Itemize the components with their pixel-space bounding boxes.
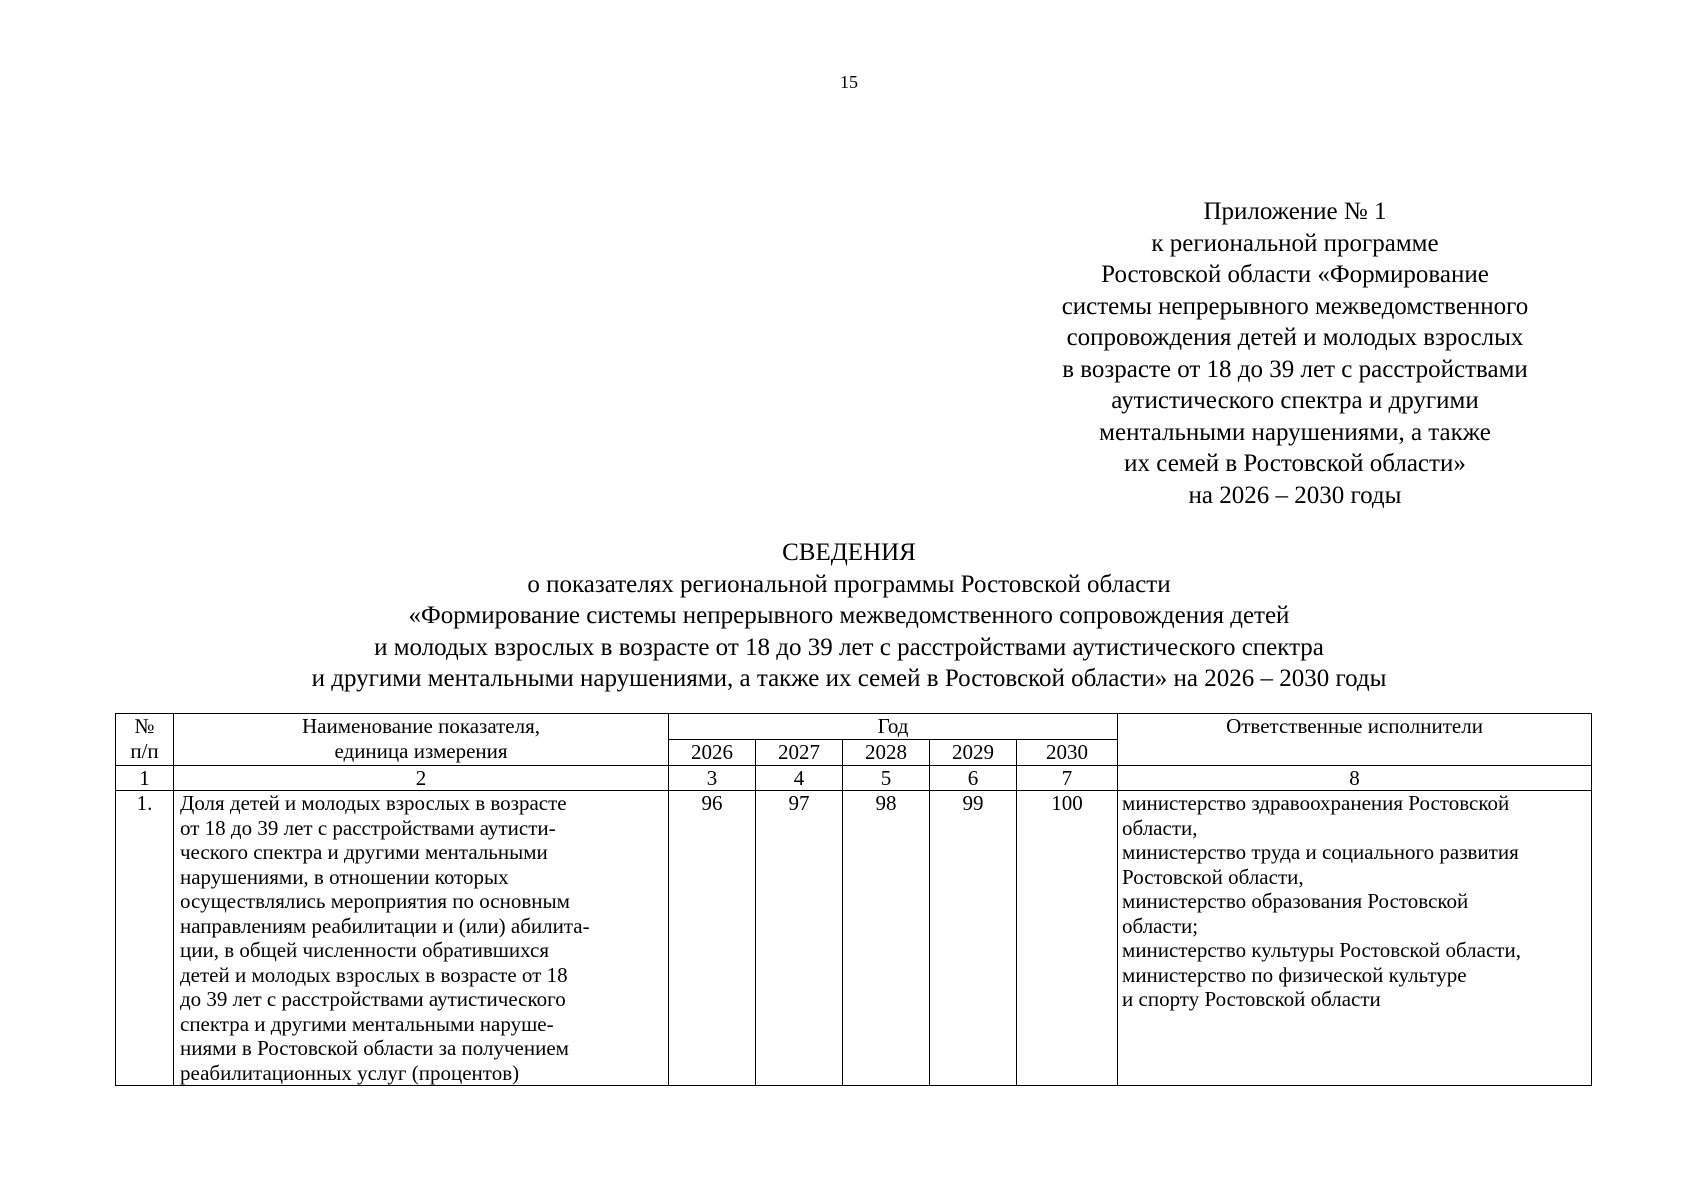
column-number: 2 — [174, 766, 669, 791]
value-2027: 97 — [756, 791, 843, 1086]
executor-line: области; — [1122, 913, 1199, 938]
indicator-line: ции, в общей численности обратившихся — [180, 938, 550, 962]
header-name-cell — [174, 714, 669, 766]
indicator-line: детей и молодых взрослых в возрасте от 18 — [180, 962, 568, 987]
column-number: 3 — [669, 766, 756, 791]
indicator-line: осуществлялись мероприятия по основным — [180, 889, 570, 913]
column-numbers-row — [116, 766, 1592, 791]
executor-line: Ростовской области, — [1122, 864, 1304, 889]
executor-line: министерство образования Ростовской — [1122, 889, 1469, 913]
header-year: 2029 — [930, 740, 1017, 766]
title-line: о показателях региональной программы Ростовской области — [527, 570, 1171, 598]
header-name-label: Наименование показателя, — [302, 714, 540, 738]
column-number: 7 — [1017, 766, 1118, 791]
table-row — [116, 791, 1592, 1086]
title-line: «Формирование системы непрерывного межведомственного сопровождения детей — [408, 602, 1290, 629]
header-year-group: Год — [669, 714, 1118, 740]
title-line: и молодых взрослых в возрасте от 18 до 39 лет с расстройствами аутистического спектра — [374, 633, 1324, 661]
appendix-line: сопровождения детей и молодых взрослых — [1066, 324, 1524, 351]
value-2028: 98 — [843, 791, 930, 1086]
document-title — [0, 537, 1698, 695]
indicator-line: ческого спектра и другими ментальными — [180, 840, 548, 864]
executor-line: министерство труда и социального развития — [1122, 840, 1519, 864]
appendix-line: в возрасте от 18 до 39 лет с расстройствами — [1062, 355, 1528, 383]
indicator-line: нарушениями, в отношении которых — [180, 864, 509, 889]
executor-line: области, — [1122, 815, 1198, 840]
appendix-line: Ростовской области «Формирование — [1101, 261, 1489, 288]
header-num-cell — [116, 714, 174, 766]
appendix-line: к региональной программе — [1151, 229, 1439, 257]
column-number: 8 — [1118, 766, 1592, 791]
column-number: 1 — [116, 766, 174, 791]
header-year: 2028 — [843, 740, 930, 766]
header-year: 2027 — [756, 740, 843, 766]
appendix-line: Приложение № 1 — [1203, 198, 1387, 225]
appendix-line: их семей в Ростовской области» — [1124, 450, 1466, 477]
title-line: и другими ментальными нарушениями, а также их семей в Ростовской области» на 2026 – 2030 годы — [311, 665, 1387, 692]
title-heading: СВЕДЕНИЯ — [782, 539, 916, 566]
column-number: 6 — [930, 766, 1017, 791]
indicator-line: спектра и другими ментальными наруше- — [180, 1011, 554, 1036]
page-number: 15 — [840, 72, 858, 92]
header-year: 2026 — [669, 740, 756, 766]
appendix-line: на 2026 – 2030 годы — [1188, 481, 1402, 509]
indicator-line: направлениям реабилитации и (или) абилита- — [180, 913, 590, 938]
executor-line: министерство здравоохранения Ростовской — [1122, 791, 1510, 815]
header-executors: Ответственные исполнители — [1118, 714, 1592, 766]
value-2030: 100 — [1017, 791, 1118, 1086]
column-number: 4 — [756, 766, 843, 791]
column-number: 5 — [843, 766, 930, 791]
header-year: 2030 — [1017, 740, 1118, 766]
indicator-line: реабилитационных услуг (процентов) — [180, 1060, 520, 1085]
indicator-line: Доля детей и молодых взрослых в возрасте — [180, 791, 567, 815]
table-header-row — [116, 714, 1592, 740]
appendix-block — [1010, 196, 1580, 511]
appendix-line: аутистического спектра и другими — [1111, 387, 1479, 414]
header-unit-label: единица измерения — [334, 739, 508, 763]
header-num-label: № — [134, 714, 155, 738]
indicator-line: от 18 до 39 лет с расстройствами аутисти- — [180, 815, 556, 840]
indicator-line: до 39 лет с расстройствами аутистического — [180, 987, 566, 1011]
value-2029: 99 — [930, 791, 1017, 1086]
indicator-name — [174, 791, 669, 1086]
appendix-line: системы непрерывного межведомственного — [1061, 292, 1529, 320]
row-number: 1. — [116, 791, 174, 1086]
responsible-executors — [1118, 791, 1592, 1086]
executor-line: и спорту Ростовской области — [1122, 987, 1381, 1011]
executor-line: министерство по физической культуре — [1122, 962, 1467, 987]
indicator-line: ниями в Ростовской области за получением — [180, 1036, 569, 1060]
value-2026: 96 — [669, 791, 756, 1086]
header-num-sublabel: п/п — [130, 739, 159, 763]
indicators-table — [115, 713, 1592, 1086]
executor-line: министерство культуры Ростовской области, — [1122, 938, 1521, 962]
appendix-line: ментальными нарушениями, а также — [1099, 418, 1491, 446]
